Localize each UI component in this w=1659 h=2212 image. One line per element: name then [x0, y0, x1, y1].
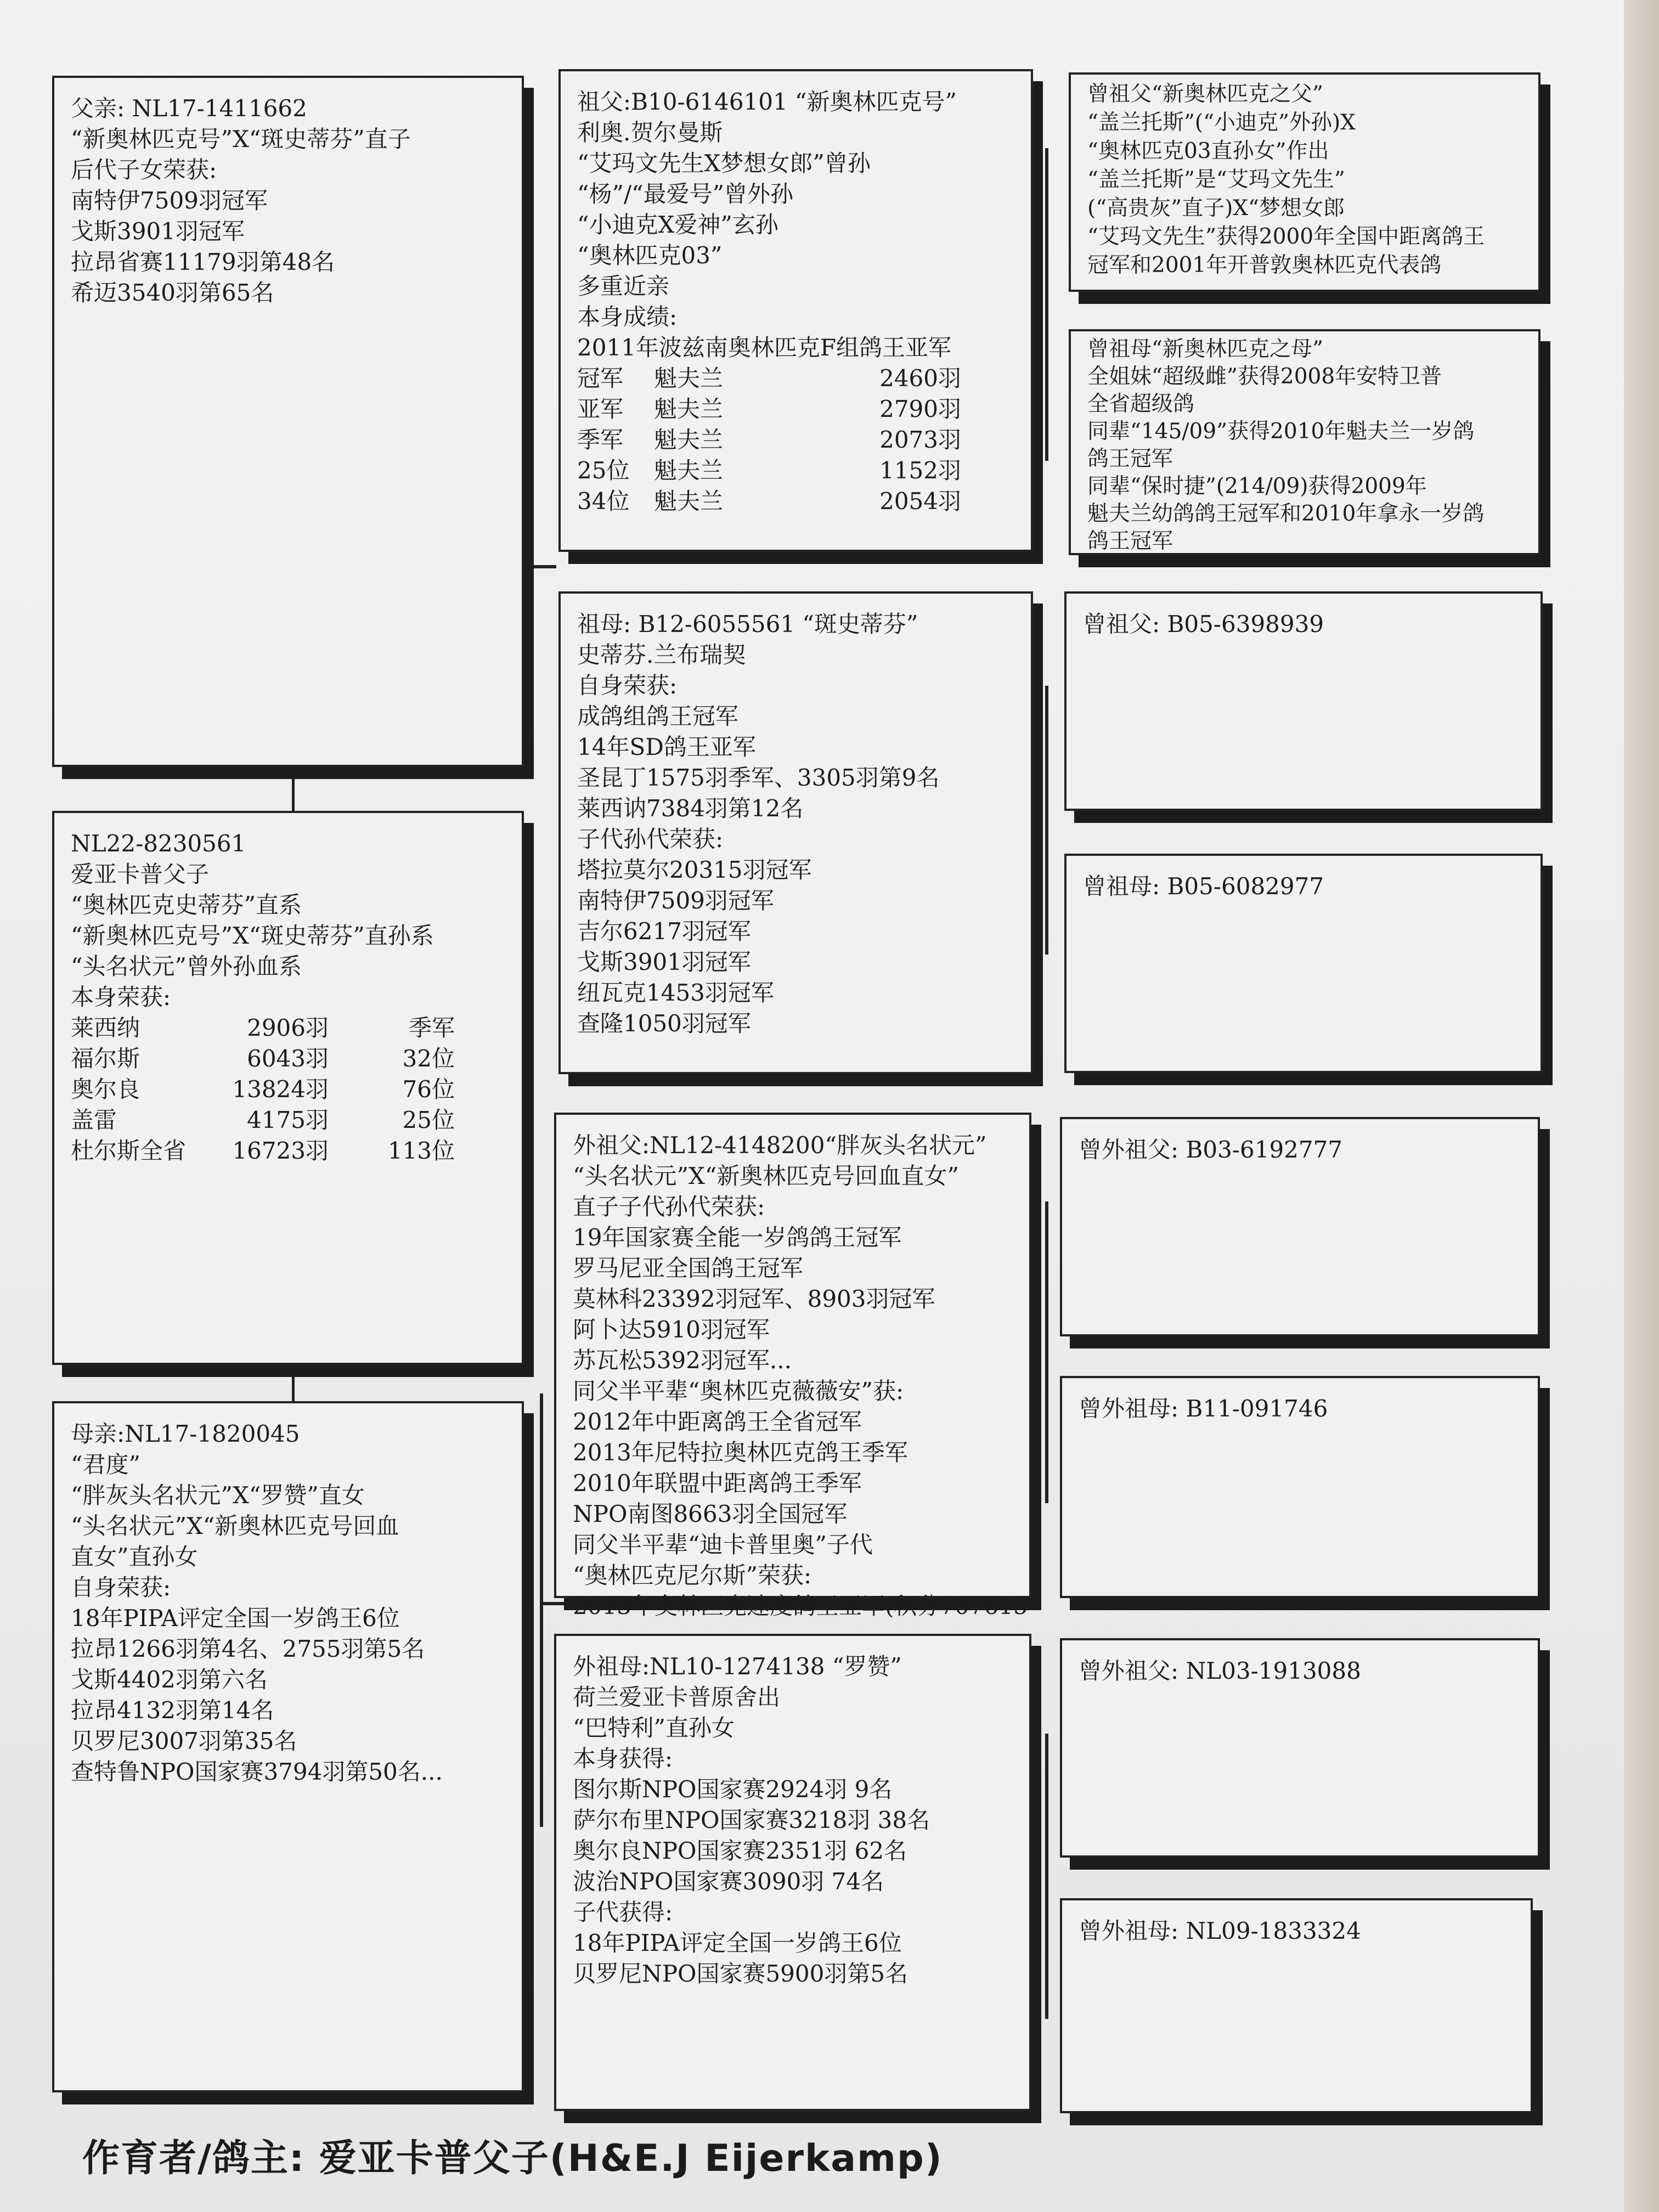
- maternal-grandfather-card: [554, 1113, 1031, 1620]
- result-birds: 2790羽: [879, 396, 961, 422]
- mother-line: 直女”直孙女: [71, 1543, 198, 1570]
- maternal-grandmother-line: 18年PIPA评定全国一岁鸽王6位: [573, 1929, 902, 1956]
- grandfather-id: 祖父:B10-6146101 “新奥林匹克号”: [577, 88, 957, 115]
- maternal-grandfather-line: 2013年尼特拉奥林匹克鸽王季军: [573, 1439, 908, 1466]
- grandmother-card: [558, 591, 1033, 1074]
- mother-line: 贝罗尼3007羽第35名: [71, 1728, 297, 1754]
- great-grandfather-line: “盖兰托斯”(“小迪克”外孙)X: [1087, 110, 1356, 135]
- grandfather-card: [558, 69, 1033, 552]
- maternal-grandfather-line: 苏瓦松5392羽冠军...: [573, 1347, 792, 1374]
- maternal-grandfather-line: 阿卜达5910羽冠军: [573, 1316, 770, 1343]
- connector: [1045, 148, 1048, 461]
- maternal-grandfather-line: “奥林匹克尼尔斯”荣获:: [573, 1562, 812, 1589]
- grandfather-result-row: [577, 455, 1014, 486]
- result-place: 魁夫兰: [654, 365, 724, 392]
- maternal-grandmother-line: 荷兰爱亚卡普原舍出: [573, 1684, 781, 1711]
- maternal-grandfather-line: NPO南图8663羽全国冠军: [573, 1500, 848, 1527]
- maternal-grandmother-line: 图尔斯NPO国家赛2924羽 9名: [573, 1776, 893, 1803]
- result-place: 魁夫兰: [654, 488, 724, 515]
- connector: [528, 565, 556, 568]
- father-line: 戈斯3901羽冠军: [71, 218, 245, 245]
- result-birds: 16723羽: [232, 1137, 329, 1164]
- result-place: 盖雷: [71, 1107, 117, 1133]
- result-place: 杜尔斯全省: [71, 1137, 187, 1164]
- maternal-grandfather-line: 同父半平辈“奥林匹克薇薇安”获:: [573, 1378, 904, 1404]
- great-grandmother-title: 曾祖母“新奥林匹克之母”: [1087, 337, 1323, 362]
- subject-result-row: [71, 1013, 505, 1043]
- connector: [528, 285, 531, 779]
- mother-line: “胖灰头名状元”X“罗赞”直女: [71, 1482, 365, 1509]
- maternal-grandmother-line: 奥尔良NPO国家赛2351羽 62名: [573, 1837, 907, 1864]
- great-grandmother-line: 同辈“保时捷”(214/09)获得2009年: [1087, 474, 1427, 499]
- grandfather-result-row: [577, 363, 1014, 394]
- mother-card: [52, 1401, 524, 2092]
- grandmother-line: 查隆1050羽冠军: [577, 1010, 751, 1037]
- maternal-grandfather-line: “头名状元”X“新奥林匹克号回血直女”: [573, 1163, 959, 1189]
- maternal-grandmother-id: 外祖母:NL10-1274138 “罗赞”: [573, 1653, 902, 1680]
- maternal-great-grandmother-2-card: [1060, 1898, 1533, 2113]
- maternal-great-grandfather-1-card: [1060, 1117, 1540, 1336]
- result-rank: 25位: [577, 457, 630, 484]
- subject-line: “新奥林匹克号”X“斑史蒂芬”直孙系: [71, 922, 434, 949]
- subject-line: “头名状元”曾外孙血系: [71, 953, 302, 980]
- great-grandmother-2-label: 曾祖母: B05-6082977: [1083, 873, 1324, 900]
- subject-result-row: [71, 1136, 505, 1166]
- grandmother-line: 吉尔6217羽冠军: [577, 918, 751, 945]
- result-place: 魁夫兰: [654, 396, 724, 422]
- grandfather-result-row: [577, 486, 1014, 517]
- result-birds: 13824羽: [232, 1076, 329, 1103]
- subject-line: “奥林匹克史蒂芬”直系: [71, 891, 302, 918]
- grandfather-line: “杨”/“最爱号”曾外孙: [577, 180, 794, 207]
- maternal-grandmother-line: 贝罗尼NPO国家赛5900羽第5名: [573, 1960, 909, 1987]
- result-rank: 季军: [408, 1014, 455, 1041]
- grandmother-line: 圣昆丁1575羽季军、3305羽第9名: [577, 764, 940, 791]
- maternal-grandfather-line: 2012年中距离鸽王全省冠军: [573, 1408, 862, 1435]
- subject-line: 爱亚卡普父子: [71, 861, 210, 888]
- result-place: 魁夫兰: [654, 457, 724, 484]
- grandfather-result-row: [577, 425, 1014, 455]
- great-grandfather-line: 冠军和2001年开普敦奥林匹克代表鸽: [1087, 253, 1442, 278]
- grandfather-line: 利奥.贺尔曼斯: [577, 119, 723, 146]
- grandfather-result-row: [577, 394, 1014, 425]
- maternal-grandmother-line: 萨尔布里NPO国家赛3218羽 38名: [573, 1807, 930, 1833]
- subject-card: [52, 811, 524, 1365]
- mother-id: 母亲:NL17-1820045: [71, 1420, 300, 1447]
- great-grandmother-line: 全省超级鸽: [1087, 392, 1195, 416]
- grandfather-line: 多重近亲: [577, 273, 670, 300]
- grandfather-line: “奥林匹克03”: [577, 242, 723, 269]
- result-birds: 1152羽: [879, 457, 961, 484]
- grandmother-line: 纽瓦克1453羽冠军: [577, 979, 774, 1006]
- result-birds: 2054羽: [879, 488, 961, 515]
- maternal-grandfather-line: 19年国家赛全能一岁鸽鸽王冠军: [573, 1224, 902, 1251]
- result-birds: 2906羽: [247, 1014, 329, 1041]
- maternal-grandmother-line: “巴特利”直孙女: [573, 1714, 735, 1741]
- result-rank: 34位: [577, 488, 630, 515]
- result-rank: 亚军: [577, 396, 624, 422]
- result-birds: 2073羽: [879, 426, 961, 453]
- great-grandfather-2-card: [1064, 591, 1543, 811]
- grandmother-line: 14年SD鸽王亚军: [577, 733, 756, 760]
- mother-line: 戈斯4402羽第六名: [71, 1666, 268, 1693]
- father-line: 南特伊7509羽冠军: [71, 187, 268, 214]
- grandmother-id: 祖母: B12-6055561 “斑史蒂芬”: [577, 611, 918, 637]
- result-birds: 2460羽: [879, 365, 961, 392]
- subject-result-row: [71, 1105, 505, 1136]
- great-grandfather-line: “盖兰托斯”是“艾玛文先生”: [1087, 167, 1345, 192]
- mother-line: 拉昂1266羽第4名、2755羽第5名: [71, 1635, 425, 1662]
- grandmother-line: 南特伊7509羽冠军: [577, 887, 774, 914]
- maternal-grandfather-line: 同父半平辈“迪卡普里奥”子代: [573, 1531, 873, 1558]
- maternal-grandmother-line: 波治NPO国家赛3090羽 74名: [573, 1868, 884, 1895]
- grandmother-line: 子代孙代荣获:: [577, 826, 724, 853]
- great-grandmother-line: 魁夫兰幼鸽鸽王冠军和2010年拿永一岁鸽: [1087, 501, 1485, 526]
- great-grandmother-line: 全姐妹“超级雌”获得2008年安特卫普: [1087, 364, 1442, 389]
- mother-line: 18年PIPA评定全国一岁鸽王6位: [71, 1605, 400, 1632]
- grandfather-line: 2011年波兹南奥林匹克F组鸽王亚军: [577, 334, 952, 361]
- breeder-footer: 作育者/鸽主: 爱亚卡普父子(H&E.J Eijerkamp): [82, 2137, 943, 2180]
- grandfather-line: “小迪克X爱神”玄孙: [577, 211, 778, 238]
- great-grandfather-card: [1069, 72, 1541, 292]
- maternal-great-grandmother-1-label: 曾外祖母: B11-091746: [1079, 1395, 1328, 1422]
- result-place: 莱西纳: [71, 1014, 140, 1041]
- result-rank: 25位: [402, 1107, 455, 1133]
- connector: [540, 1602, 564, 1605]
- connector: [1045, 686, 1048, 955]
- result-rank: 32位: [402, 1045, 455, 1072]
- maternal-grandfather-line: 直子子代孙代荣获:: [573, 1193, 765, 1220]
- great-grandmother-line: 同辈“145/09”获得2010年魁夫兰一岁鸽: [1087, 419, 1475, 444]
- subject-line: 本身荣获:: [71, 984, 171, 1011]
- grandmother-line: 莱西讷7384羽第12名: [577, 795, 804, 822]
- result-rank: 季军: [577, 426, 624, 453]
- grandfather-line: 本身成绩:: [577, 303, 678, 330]
- grandmother-line: 史蒂芬.兰布瑞契: [577, 641, 746, 668]
- maternal-great-grandmother-2-label: 曾外祖母: NL09-1833324: [1079, 1917, 1361, 1944]
- father-line: 希迈3540羽第65名: [71, 279, 274, 306]
- great-grandfather-line: “艾玛文先生”获得2000年全国中距离鸽王: [1087, 224, 1485, 249]
- father-card: [52, 76, 524, 767]
- grandfather-line: “艾玛文先生X梦想女郎”曾孙: [577, 150, 871, 177]
- result-place: 奥尔良: [71, 1076, 140, 1103]
- maternal-grandfather-line: 莫林科23392羽冠军、8903羽冠军: [573, 1285, 935, 1312]
- great-grandfather-line: “奥林匹克03直孙女”作出: [1087, 139, 1329, 163]
- maternal-great-grandmother-1-card: [1060, 1376, 1540, 1598]
- maternal-grandmother-card: [554, 1634, 1031, 2111]
- subject-ring-number: NL22-8230561: [71, 830, 246, 857]
- great-grandmother-2-card: [1064, 854, 1543, 1073]
- grandmother-line: 成鸽组鸽王冠军: [577, 703, 739, 730]
- connector: [292, 1365, 295, 1401]
- great-grandmother-line: 鸽王冠军: [1087, 529, 1173, 554]
- mother-line: “头名状元”X“新奥林匹克号回血: [71, 1513, 399, 1539]
- father-id: 父亲: NL17-1411662: [71, 95, 307, 122]
- great-grandmother-card: [1069, 329, 1541, 555]
- maternal-grandfather-line: 2010年联盟中距离鸽王季军: [573, 1470, 862, 1497]
- result-birds: 6043羽: [247, 1045, 329, 1072]
- connector: [540, 1393, 543, 1827]
- father-line: 后代子女荣获:: [71, 156, 217, 183]
- grandmother-line: 自身荣获:: [577, 672, 678, 699]
- result-birds: 4175羽: [247, 1107, 329, 1133]
- great-grandfather-2-label: 曾祖父: B05-6398939: [1083, 611, 1324, 637]
- connector: [292, 767, 295, 811]
- subject-result-row: [71, 1074, 505, 1105]
- maternal-great-grandfather-2-card: [1060, 1638, 1540, 1858]
- father-line: “新奥林匹克号”X“斑史蒂芬”直子: [71, 126, 411, 153]
- result-rank: 113位: [387, 1137, 455, 1164]
- subject-result-row: [71, 1043, 505, 1074]
- mother-line: “君度”: [71, 1451, 140, 1478]
- great-grandfather-line: (“高贵灰”直子)X“梦想女郎: [1087, 196, 1345, 221]
- father-line: 拉昂省赛11179羽第48名: [71, 249, 335, 275]
- maternal-great-grandfather-2-label: 曾外祖父: NL03-1913088: [1079, 1657, 1361, 1684]
- mother-line: 自身荣获:: [71, 1574, 171, 1601]
- great-grandfather-title: 曾祖父“新奥林匹克之父”: [1087, 82, 1323, 106]
- connector: [1045, 1734, 1048, 2019]
- maternal-grandfather-id: 外祖父:NL12-4148200“胖灰头名状元”: [573, 1132, 987, 1159]
- maternal-great-grandfather-1-label: 曾外祖父: B03-6192777: [1079, 1136, 1343, 1163]
- maternal-grandfather-line: 2013年奥林匹克速度鸽王亚军(积分707615: [573, 1593, 1028, 1620]
- grandmother-line: 塔拉莫尔20315羽冠军: [577, 856, 812, 883]
- result-place: 魁夫兰: [654, 426, 724, 453]
- mother-line: 拉昂4132羽第14名: [71, 1697, 274, 1724]
- result-rank: 冠军: [577, 365, 624, 392]
- connector: [1045, 1201, 1048, 1503]
- mother-line: 查特鲁NPO国家赛3794羽第50名...: [71, 1758, 443, 1785]
- great-grandmother-line: 鸽王冠军: [1087, 447, 1173, 471]
- grandmother-line: 戈斯3901羽冠军: [577, 949, 751, 975]
- result-place: 福尔斯: [71, 1045, 140, 1072]
- result-rank: 76位: [402, 1076, 455, 1103]
- maternal-grandmother-line: 本身获得:: [573, 1745, 673, 1772]
- maternal-grandfather-line: 罗马尼亚全国鸽王冠军: [573, 1255, 804, 1282]
- background-edge: [1624, 0, 1659, 2212]
- maternal-grandmother-line: 子代获得:: [573, 1899, 673, 1926]
